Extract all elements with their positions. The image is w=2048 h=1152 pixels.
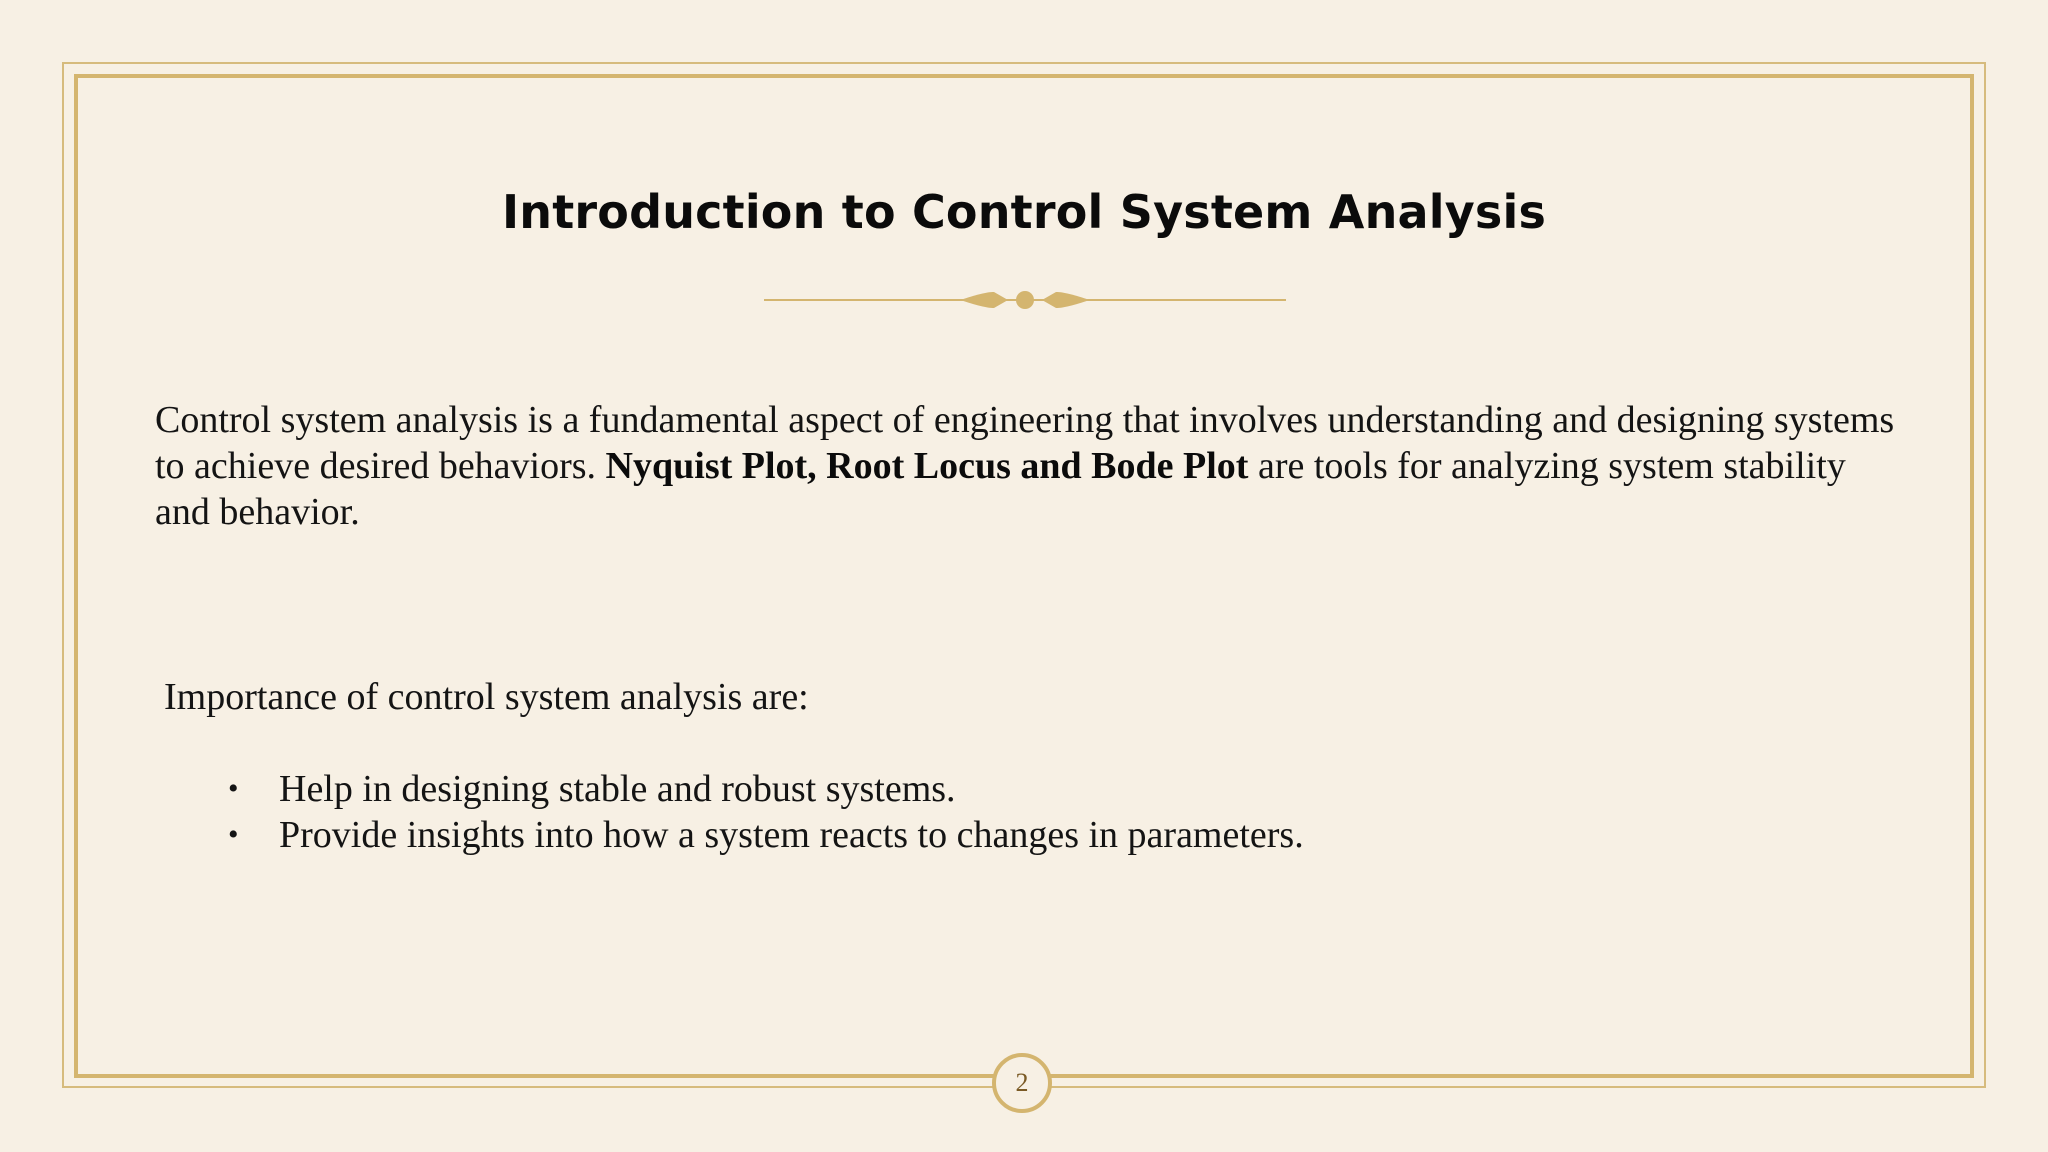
bullet-item — [228, 812, 1304, 858]
intro-text-end: are tools for analyzing system stability and behavior. — [155, 445, 1846, 533]
bullet-item — [228, 766, 1304, 812]
intro-tools-emphasis: Nyquist Plot, Root Locus and Bode Plot — [605, 445, 1249, 487]
page-number-badge — [992, 1053, 1052, 1113]
bullet-text: Provide insights into how a system reacts to changes in parameters. — [279, 814, 1304, 856]
bullet-dot-icon: • — [228, 772, 239, 805]
ornamental-divider-icon — [764, 286, 1286, 314]
slide-title: Introduction to Control System Analysis — [501, 185, 1547, 239]
bullet-dot-icon: • — [228, 818, 239, 851]
intro-text-start: Control system analysis is a fundamental aspect of engineering that involves understanding and designing systems to achieve desired behaviors. — [155, 399, 1895, 487]
page-number: 2 — [1015, 1068, 1029, 1097]
importance-bullet-list — [228, 766, 1304, 858]
intro-paragraph — [155, 397, 1900, 535]
bullet-text: Help in designing stable and robust systems. — [279, 768, 956, 810]
importance-heading: Importance of control system analysis are: — [164, 676, 809, 718]
